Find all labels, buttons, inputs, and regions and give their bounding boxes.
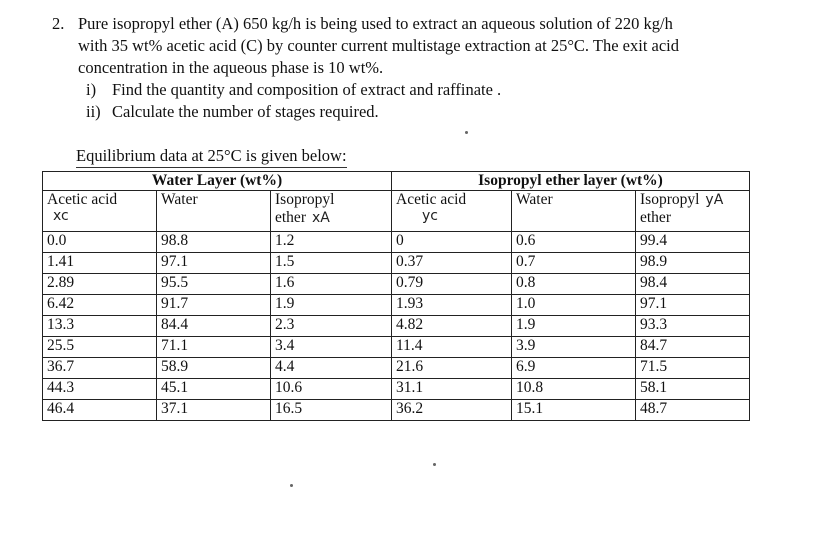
speck-dot [433,463,436,466]
table-row [43,358,750,379]
table-cell: 0.7 [512,253,636,274]
table-cell: 45.1 [157,379,271,400]
table-cell: 4.82 [392,316,512,337]
problem-number: 2. [52,14,65,33]
table-cell: 95.5 [157,274,271,295]
subquestion-1-label: i) [86,80,97,99]
table-cell: 10.6 [271,379,392,400]
table-cell: 1.41 [43,253,157,274]
col-water-2: Water [512,191,636,232]
subquestion-1-text: Find the quantity and composition of extract and raffinate . [112,80,502,99]
handwritten-ya: yA [705,192,724,208]
col-acetic-acid-label: Acetic acid [47,191,118,208]
table-body [43,232,750,421]
problem-line-3: concentration in the aqueous phase is 10 wt%. [78,58,384,77]
water-layer-header: Water Layer (wt%) [43,172,392,191]
table-cell: 3.4 [271,337,392,358]
table-cell: 97.1 [636,295,750,316]
col-water: Water [157,191,271,232]
table-cell: 91.7 [157,295,271,316]
subquestion-2-label: ii) [86,102,101,121]
table-cell: 21.6 [392,358,512,379]
col-isopropyl-ether-2-label-2: ether [640,209,671,226]
table-cell: 46.4 [43,400,157,421]
table-cell: 0 [392,232,512,253]
handwritten-xa: xA [311,210,330,226]
table-cell: 1.9 [271,295,392,316]
table-cell: 13.3 [43,316,157,337]
col-acetic-acid-2-label: Acetic acid [396,191,467,208]
table-cell: 44.3 [43,379,157,400]
table-cell: 0.37 [392,253,512,274]
speck-dot [290,484,293,487]
col-isopropyl-ether-label-2: ether [275,209,306,226]
col-acetic-acid-2 [392,191,512,232]
speck-dot [465,131,468,134]
table-cell: 98.9 [636,253,750,274]
table-cell: 93.3 [636,316,750,337]
table-cell: 25.5 [43,337,157,358]
table-row [43,295,750,316]
table-cell: 1.6 [271,274,392,295]
col-acetic-acid [43,191,157,232]
table-cell: 1.93 [392,295,512,316]
table-cell: 3.9 [512,337,636,358]
group-header-row [43,172,750,191]
table-row [43,316,750,337]
table-row [43,274,750,295]
table-row [43,253,750,274]
table-cell: 0.6 [512,232,636,253]
subquestion-1 [86,79,792,101]
table-cell: 31.1 [392,379,512,400]
problem-statement [52,13,792,123]
handwritten-yc: yc [422,208,438,224]
table-row [43,379,750,400]
table-cell: 0.0 [43,232,157,253]
table-row [43,232,750,253]
table-cell: 1.2 [271,232,392,253]
ether-layer-header: Isopropyl ether layer (wt%) [392,172,750,191]
table-cell: 98.8 [157,232,271,253]
col-isopropyl-ether-2 [636,191,750,232]
table-cell: 2.3 [271,316,392,337]
table-cell: 6.9 [512,358,636,379]
table-cell: 97.1 [157,253,271,274]
table-cell: 71.1 [157,337,271,358]
table-cell: 58.1 [636,379,750,400]
table-cell: 99.4 [636,232,750,253]
handwritten-xc: xc [53,208,69,224]
subquestion-2 [86,101,792,123]
table-cell: 2.89 [43,274,157,295]
table-cell: 0.8 [512,274,636,295]
table-cell: 71.5 [636,358,750,379]
table-cell: 4.4 [271,358,392,379]
table-cell: 1.5 [271,253,392,274]
problem-line-2: with 35 wt% acetic acid (C) by counter current multistage extraction at 25°C. The exit acid [78,36,680,55]
table-row [43,337,750,358]
table-cell: 37.1 [157,400,271,421]
table-cell: 16.5 [271,400,392,421]
table-cell: 36.7 [43,358,157,379]
problem-body [78,13,792,123]
table-row [43,400,750,421]
table-cell: 11.4 [392,337,512,358]
table-cell: 84.4 [157,316,271,337]
table-cell: 1.0 [512,295,636,316]
table-cell: 58.9 [157,358,271,379]
table-cell: 48.7 [636,400,750,421]
table-cell: 84.7 [636,337,750,358]
problem-line-1: Pure isopropyl ether (A) 650 kg/h is being used to extract an aqueous solution of 220 kg/h [78,14,673,33]
column-header-row [43,191,750,232]
table-cell: 6.42 [43,295,157,316]
table-caption: Equilibrium data at 25°C is given below: [76,146,347,165]
table-cell: 36.2 [392,400,512,421]
col-isopropyl-ether-label-1: Isopropyl [275,191,335,208]
equilibrium-table [42,171,750,421]
table-cell: 98.4 [636,274,750,295]
table-cell: 10.8 [512,379,636,400]
table-cell: 0.79 [392,274,512,295]
table-cell: 15.1 [512,400,636,421]
col-isopropyl-ether [271,191,392,232]
table-cell: 1.9 [512,316,636,337]
col-isopropyl-ether-2-label-1: Isopropyl [640,191,700,208]
subquestion-2-text: Calculate the number of stages required. [112,102,379,121]
